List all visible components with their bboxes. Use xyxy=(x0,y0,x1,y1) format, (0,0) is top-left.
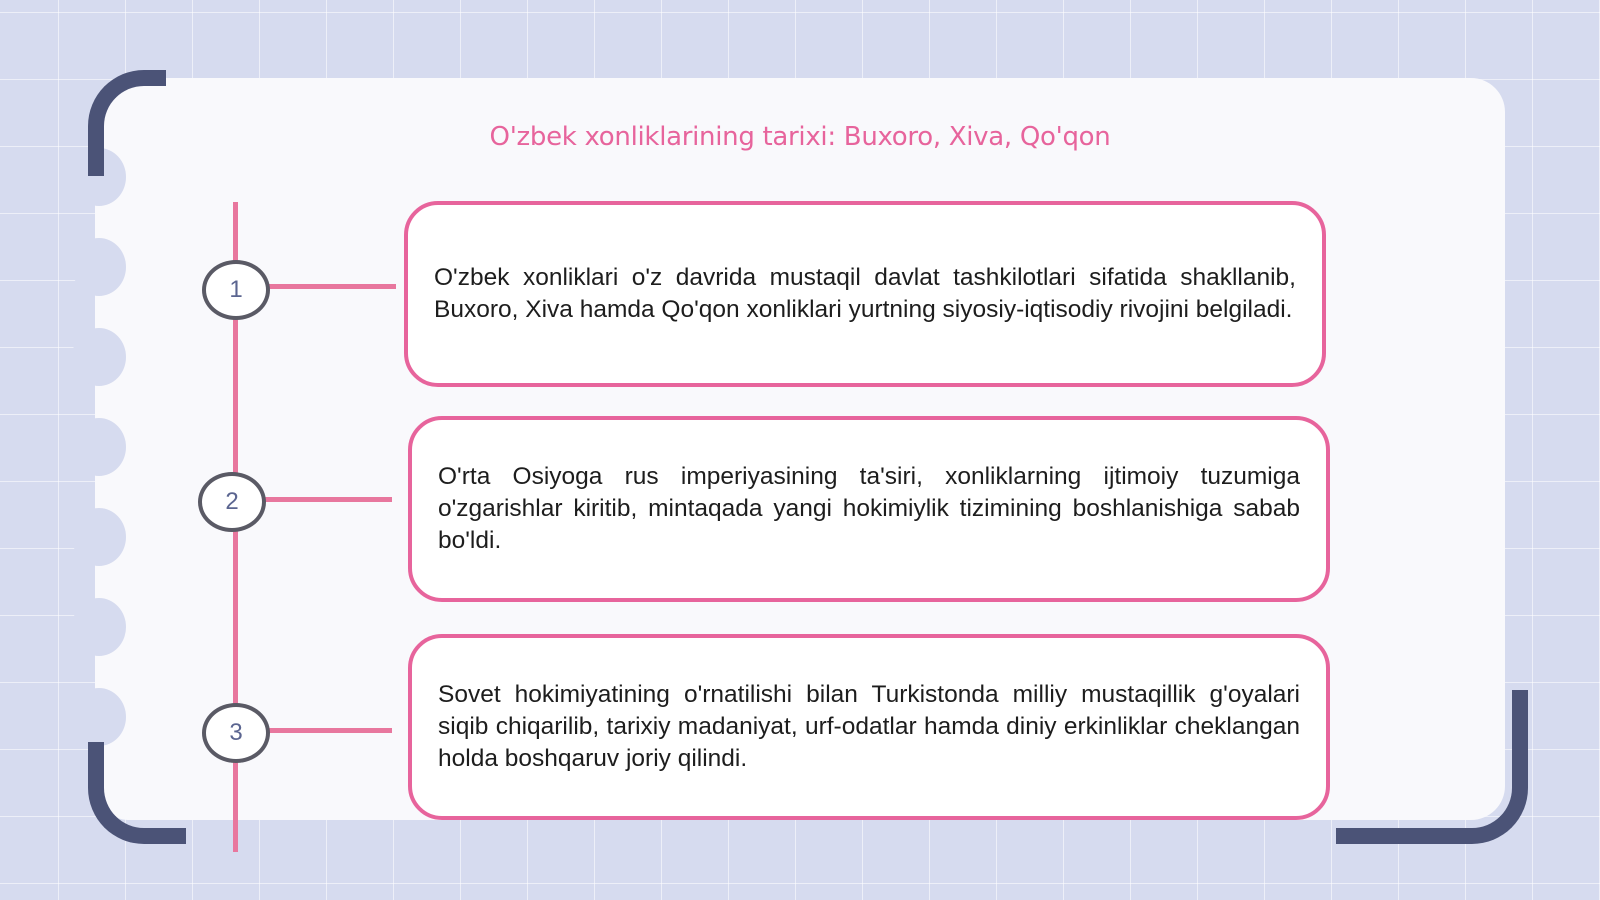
step-number: 2 xyxy=(225,488,239,515)
timeline-connector xyxy=(266,728,392,733)
paper-notch xyxy=(72,688,126,746)
step-number: 1 xyxy=(229,276,243,303)
timeline-card-text: O'rta Osiyoga rus imperiyasining ta'siri, xonliklarning ijtimoiy tuzumiga o'zgarishlar kiritib, mintaqada yangi hokimiylik tizimining boshlanishiga sabab bo'ldi. xyxy=(438,463,1300,554)
timeline-step-1-marker xyxy=(202,260,270,320)
timeline-step-3-marker xyxy=(202,703,270,763)
step-number: 3 xyxy=(229,719,243,746)
timeline-card-3 xyxy=(408,634,1330,820)
timeline-card-2 xyxy=(408,416,1330,602)
slide-title: O'zbek xonliklarining tarixi: Buxoro, Xiva, Qo'qon xyxy=(489,122,1111,152)
paper-notch xyxy=(72,328,126,386)
timeline-connector xyxy=(262,497,392,502)
timeline-card-text: Sovet hokimiyatining o'rnatilishi bilan Turkistonda milliy mustaqillik g'oyalari siqib chiqarilib, tarixiy madaniyat, urf-odatlar hamda diniy erkinliklar cheklangan holda boshqaruv joriy qilindi. xyxy=(438,681,1300,772)
timeline-step-2-marker xyxy=(198,472,266,532)
timeline-card-1 xyxy=(404,201,1326,387)
timeline-card-text: O'zbek xonliklari o'z davrida mustaqil davlat tashkilotlari sifatida shakllanib, Buxoro, Xiva hamda Qo'qon xonliklari yurtning siyosiy-iqtisodiy rivojini belgiladi. xyxy=(434,264,1296,323)
paper-notch xyxy=(72,508,126,566)
paper-notch xyxy=(72,418,126,476)
paper-notch xyxy=(72,598,126,656)
frame-corner-bottom-right xyxy=(1336,690,1528,844)
timeline-connector xyxy=(266,284,396,289)
paper-notch xyxy=(72,238,126,296)
frame-corner-bottom-left xyxy=(88,742,186,844)
